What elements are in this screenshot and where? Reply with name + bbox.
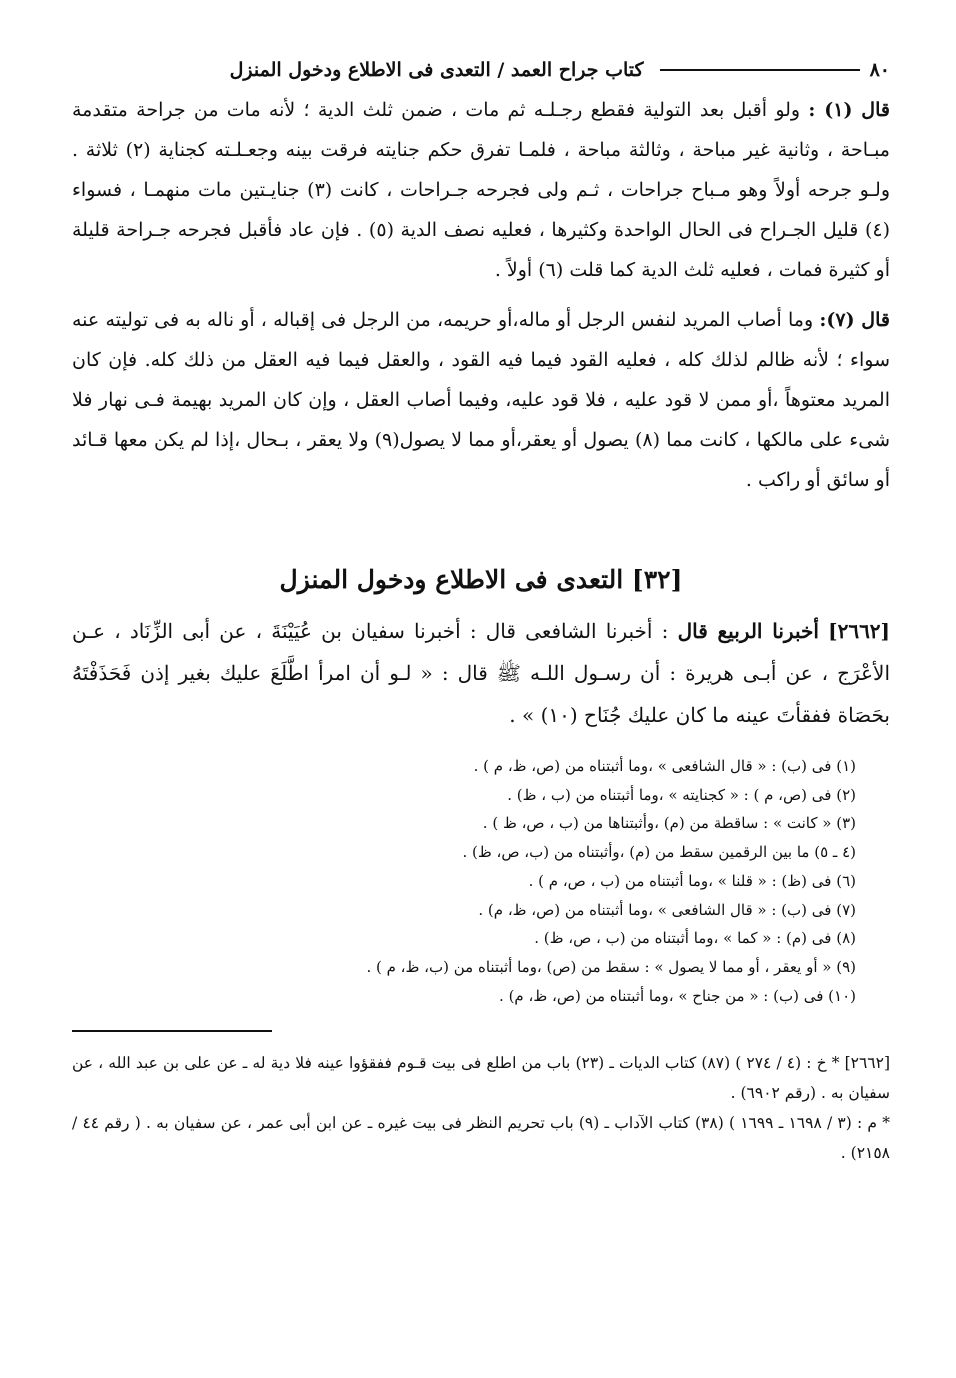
footnote: (٩) « أو يعقر ، أو مما لا يصول » : سقط من (ص) ،وما أثبتناه من (ب، ظ، م ) .	[366, 957, 856, 976]
paragraph-2-text: وما أصاب المريد لنفس الرجل أو ماله،أو حريمه، من الرجل فى إقباله ، أو ناله به فى توليته عنه سواء ؛ لأنه ظالم لذلك كله ، فعليه القود فيما فيه القود ، والعقل فيما فيه العقل من ذلك كله. فإن كان المريد معتوهاً ،أو ممن لا قود عليه ، فلا قود عليه، وفيما أصاب العقل ، وإن كان المريد بهيمة فـى نهار فلا شىء على مالكها ، كانت مما (٨) يصول أو يعقر،أو مما لا يصول(٩) ولا يعقر ، بـحال ،إذا لم يكن معها قـائد أو سائق أو راكب .	[72, 309, 890, 491]
book-page	[72, 50, 890, 1168]
paragraph-2	[72, 300, 890, 500]
footnotes-rule	[72, 1030, 272, 1032]
footnote: (٦) فى (ظ) : « قلنا » ،وما أثبتناه من (ب ، ص، م ) .	[528, 871, 856, 890]
paragraph-2-lead: قال (٧):	[819, 309, 890, 331]
hadith-paragraph	[72, 610, 890, 736]
footnotes-list	[72, 752, 890, 1010]
paragraph-1	[72, 90, 890, 290]
page-number: ٨٠	[869, 59, 890, 81]
running-title: كتاب جراح العمد / التعدى فى الاطلاع ودخول المنزل	[229, 59, 644, 81]
hadith-lead: أخبرنا الربيع قال	[677, 619, 819, 643]
hadith-text: : أخبرنا الشافعى قال : أخبرنا سفيان بن عُيَيْنَةَ ، عن أبى الزِّنَاد ، عـن الأعْرَج ، عن أبـى هريرة : أن رسـول اللـه ﷺ قال : « لـو أن امرأ اطَّلَعَ عليك بغير إذن فَحَذَفْتَهُ بحَصَاة ففقأتَ عينه ما كان عليك جُنَاح (١٠) » .	[72, 619, 890, 727]
footnote: (٨) فى (م) : « كما » ،وما أثبتناه من (ب ، ص، ظ) .	[534, 929, 856, 948]
source-references	[72, 1048, 890, 1168]
source-reference-muslim: * م : (٣ / ١٦٩٨ ـ ١٦٩٩ ) (٣٨) كتاب الآداب ـ (٩) باب تحريم النظر فى بيت غيره ـ عن ابن أبى عمر ، عن سفيان به . ( رقم ٤٤ / ٢١٥٨) .	[72, 1114, 890, 1163]
paragraph-1-text: ولو أقبل بعد التولية فقطع رجـلـه ثم مات ، ضمن ثلث الدية ؛ لأنه مات من جراحة متقدمة مبـاحة ، وثانية غير مباحة ، وثالثة مباحة ، فلمـا تفرق حكم جنايته فرقت بينه وجعـلـته كجناية (٢) ثلاثة . ولـو جرحه أولاً وهو مـباح جراحات ، ثـم ولى فجرحه جـراحات ، كانت (٣) جنايـتين مات منهمـا ، فسواء (٤) قليل الجـراح فى الحال الواحدة وكثيرها ، فعليه نصف الدية (٥) . فإن عاد فأقبل فجرحه جـراحة قليلة أو كثيرة فمات ، فعليه ثلث الدية كما قلت (٦) أولاً .	[72, 99, 891, 281]
section-heading: [٣٢] التعدى فى الاطلاع ودخول المنزل	[279, 565, 683, 594]
footnote: (٣) « كانت » : ساقطة من (م) ،وأثبتناها من (ب ، ص، ظ ) .	[482, 814, 856, 833]
footnote: (٧) فى (ب) : « قال الشافعى » ،وما أثبتناه من (ص، ظ، م) .	[478, 900, 856, 919]
footnote: (٤ ـ ٥) ما بين الرقمين سقط من (م) ،وأثبتناه من (ب، ص، ظ) .	[462, 843, 856, 862]
source-reference-bukhari: [٢٦٦٢] * خ : (٤ / ٢٧٤ ) (٨٧) كتاب الديات ـ (٢٣) باب من اطلع فى بيت قـوم ففقؤوا عينه فلا دية له ـ عن على بن عبد الله ، عن سفيان به . (رقم ٦٩٠٢) .	[72, 1054, 890, 1103]
footnote: (١) فى (ب) : « قال الشافعى » ،وما أثبتناه من (ص، ظ، م ) .	[473, 757, 856, 775]
paragraph-1-lead: قال (١) :	[808, 99, 890, 121]
footnote: (٢) فى (ص، م ) : « كجنايته » ،وما أثبتناه من (ب ، ظ) .	[507, 785, 856, 804]
hadith-number: [٢٦٦٢]	[828, 619, 891, 643]
footnote: (١٠) فى (ب) : « من جناح » ،وما أثبتناه من (ص، ظ، م) .	[499, 986, 856, 1005]
running-header	[72, 50, 890, 90]
header-rule	[660, 69, 860, 71]
